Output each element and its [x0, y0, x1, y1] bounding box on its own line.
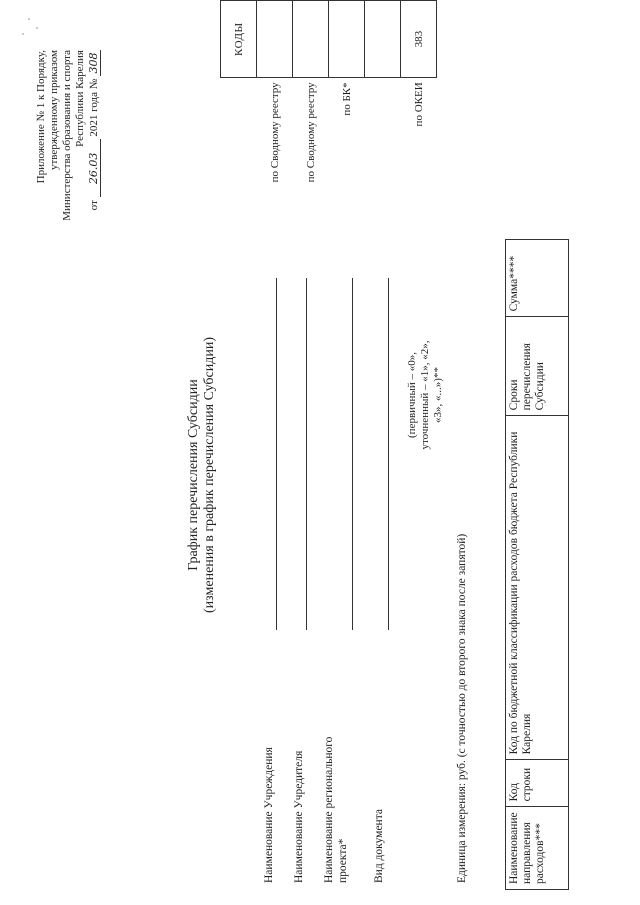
codes-table [220, 0, 437, 203]
codes-header-row [221, 1, 257, 204]
title-subline: (изменения в график перечисления Субсидии) [202, 337, 217, 613]
founder-underline [306, 278, 307, 630]
approval-block [35, 50, 101, 260]
codes-row [329, 1, 365, 204]
codes-row-value: 383 [401, 1, 437, 78]
handwritten-date: 26.03 [87, 139, 101, 197]
codes-row-label: по Сводному реестру [268, 82, 281, 183]
note-line: уточненный – «1», «2», [419, 340, 431, 450]
header-budget-code: Код по бюджетной классификации расходов бюджета Республики Карелия [506, 416, 569, 760]
table-header-row [506, 240, 569, 890]
date-prefix: от [88, 200, 100, 211]
project-label: Наименование регионального проекта* [323, 736, 349, 883]
codes-row [293, 1, 329, 204]
founder-label: Наименование Учредителя [293, 750, 305, 883]
header-line-code: Код строки [506, 760, 569, 807]
unit-of-measure: Единица измерения: руб. (с точностью до второго знака после запятой) [456, 533, 468, 883]
codes-row-value [329, 1, 365, 78]
doc-type-note [406, 330, 445, 460]
project-underline [352, 278, 353, 630]
date-year: 2021 года № [88, 78, 100, 137]
transfer-schedule-table [505, 239, 569, 890]
codes-row-label: по Сводному реестру [304, 82, 317, 183]
institution-underline [276, 278, 277, 630]
document-title [186, 295, 218, 655]
codes-row-label [365, 78, 401, 203]
codes-row [401, 1, 437, 204]
approval-line: Республики Карелия [74, 50, 86, 147]
approval-line: Приложение № 1 к Порядку, [35, 50, 47, 184]
codes-header-spacer [221, 78, 257, 203]
codes-row-value [257, 1, 293, 78]
doc-type-label: Вид документа [373, 809, 385, 883]
codes-header: КОДЫ [221, 1, 257, 78]
approval-date-line [87, 50, 101, 260]
handwritten-number: 308 [87, 50, 101, 76]
codes-row-value [365, 1, 401, 78]
header-transfer-dates: Сроки перечисления Субсидии [506, 317, 569, 416]
header-amount: Сумма**** [506, 240, 569, 317]
codes-row [365, 1, 401, 204]
codes-row-label: по ОКЕИ [412, 82, 425, 127]
codes-row-value [293, 1, 329, 78]
note-line: «3», «...»)** [432, 367, 444, 423]
header-expense-direction: Наименование направления расходов*** [506, 807, 569, 890]
codes-row-label: по БК* [340, 82, 353, 116]
doc-type-underline [388, 278, 389, 630]
approval-line: Министерства образования и спорта [61, 50, 73, 221]
institution-label: Наименование Учреждения [263, 747, 275, 883]
title-line: График перечисления Субсидии [186, 379, 201, 571]
approval-line: утвержденному приказом [48, 50, 60, 171]
codes-row [257, 1, 293, 204]
note-line: (первичный – «0», [406, 352, 418, 438]
